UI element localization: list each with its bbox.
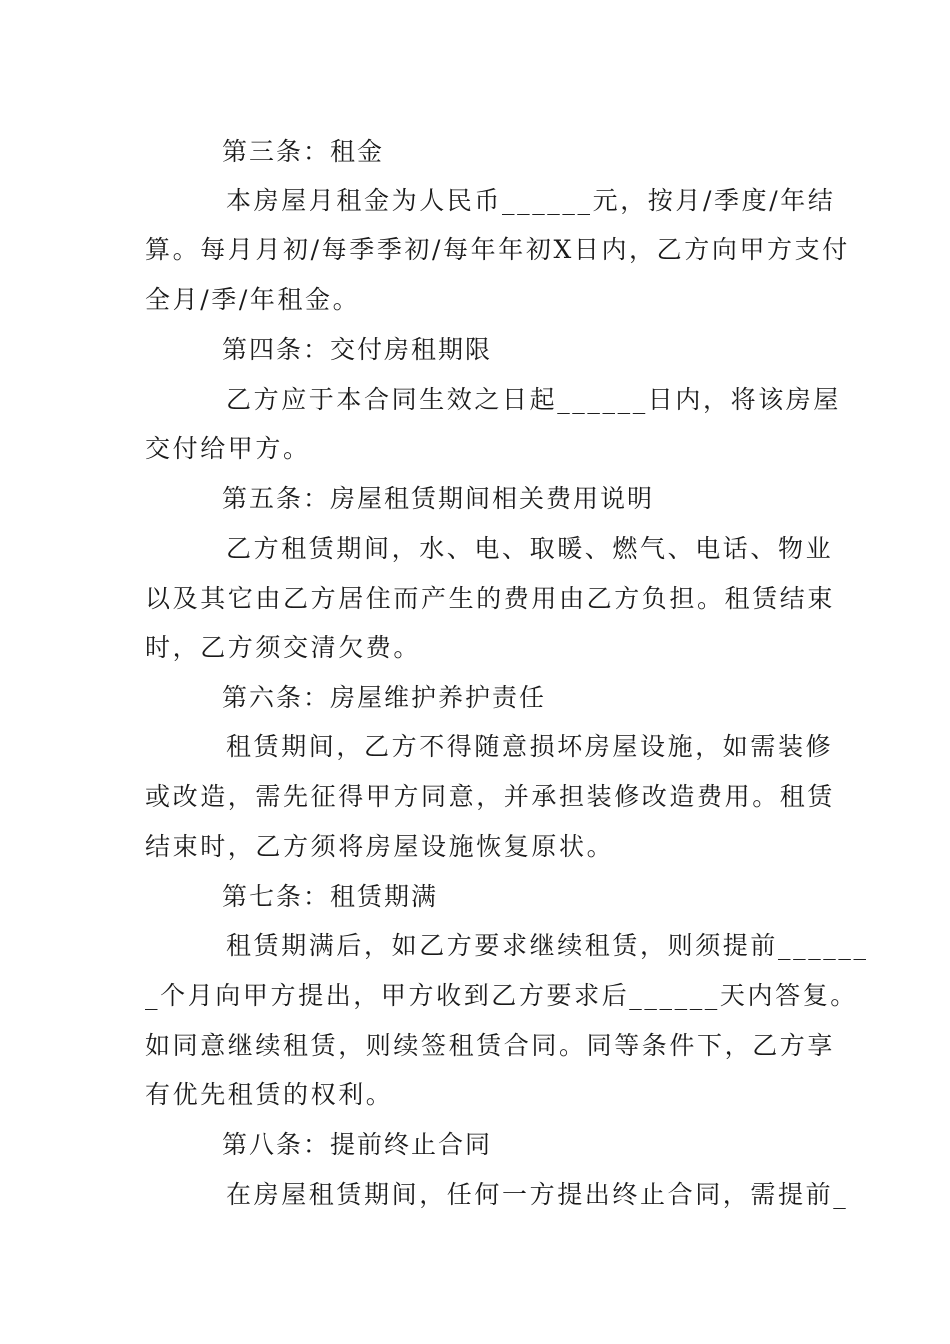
article-4-text-line-2: 交付给甲方。 bbox=[145, 434, 311, 463]
article-3-heading: 第三条：租金 bbox=[222, 137, 385, 166]
article-7-text-line-4: 有优先租赁的权利。 bbox=[145, 1080, 394, 1109]
article-6-text-line-3: 结束时，乙方须将房屋设施恢复原状。 bbox=[145, 832, 615, 861]
article-5-text-line-2: 以及其它由乙方居住而产生的费用由乙方负担。租赁结束 bbox=[145, 584, 836, 613]
article-5-heading: 第五条：房屋租赁期间相关费用说明 bbox=[222, 484, 655, 513]
article-6-heading: 第六条：房屋维护养护责任 bbox=[222, 683, 547, 712]
article-8-heading: 第八条：提前终止合同 bbox=[222, 1130, 493, 1159]
article-8-text-line-1: 在房屋租赁期间，任何一方提出终止合同，需提前_ bbox=[226, 1180, 849, 1209]
article-3-text-line-3: 全月/季/年租金。 bbox=[145, 285, 361, 314]
article-7-text-line-2: _个月向甲方提出，甲方收到乙方要求后______天内答复。 bbox=[145, 981, 858, 1010]
article-3-text-line-1: 本房屋月租金为人民币______元，按月/季度/年结 bbox=[226, 186, 836, 215]
article-3-text-line-2: 算。每月月初/每季季初/每年年初X日内，乙方向甲方支付 bbox=[145, 235, 850, 264]
article-5-text-line-1: 乙方租赁期间，水、电、取暖、燃气、电话、物业 bbox=[226, 534, 834, 563]
article-7-heading: 第七条：租赁期满 bbox=[222, 882, 439, 911]
article-6-text-line-1: 租赁期间，乙方不得随意损坏房屋设施，如需装修 bbox=[226, 732, 834, 761]
article-4-heading: 第四条：交付房租期限 bbox=[222, 335, 493, 364]
article-4-text-line-1: 乙方应于本合同生效之日起______日内，将该房屋 bbox=[226, 385, 842, 414]
article-6-text-line-2: 或改造，需先征得甲方同意，并承担装修改造费用。租赁 bbox=[145, 782, 836, 811]
article-7-text-line-3: 如同意继续租赁，则续签租赁合同。同等条件下，乙方享 bbox=[145, 1031, 836, 1060]
article-7-text-line-1: 租赁期满后，如乙方要求继续租赁，则须提前______ bbox=[226, 931, 869, 960]
article-5-text-line-3: 时，乙方须交清欠费。 bbox=[145, 633, 422, 662]
